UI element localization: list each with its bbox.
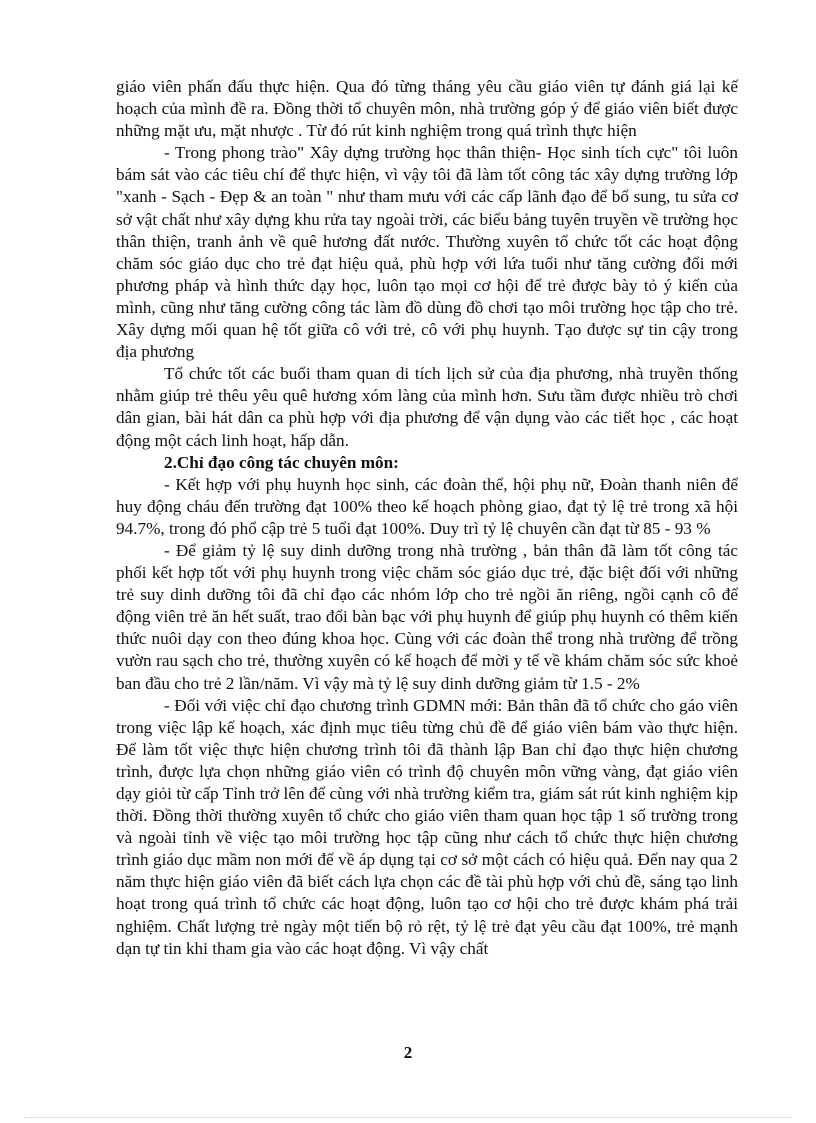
- paragraph-friendly-school: - Trong phong trào" Xây dựng trường học thân thiện- Học sinh tích cực" tôi luôn bám sát vào các tiêu chí để thực hiện, vì vậy tôi đã làm tốt công tác xây dựng trường lớp "xanh - Sạch - Đẹp & an toàn " như tham mưu với các cấp lãnh đạo để bổ sung, tu sửa cơ sở vật chất như xây dựng khu rửa tay ngoài trời, các biểu bảng tuyên truyền về trường học thân thiện, tranh ảnh về quê hương đất nước. Thường xuyên tổ chức tốt các hoạt động chăm sóc giáo dục cho trẻ đạt hiệu quả, phù hợp với lứa tuổi như tăng cường đổi mới phương pháp và hình thức dạy học, luôn tạo mọi cơ hội để trẻ được bày tỏ ý kiến của mình, cũng như tăng cường công tác làm đồ dùng đồ chơi tạo môi trường học tập cho trẻ. Xây dựng mối quan hệ tốt giữa cô với trẻ, cô với phụ huynh. Tạo được sự tin cậy trong địa phương: [116, 143, 738, 362]
- paragraph-enrollment: - Kết hợp với phụ huynh học sinh, các đoàn thể, hội phụ nữ, Đoàn thanh niên để huy động cháu đến trường đạt 100% theo kế hoạch phòng giao, đạt tỷ lệ trẻ trong xã hội 94.7%, trong đó phổ cập trẻ 5 tuổi đạt 100%. Duy trì tỷ lệ chuyên cần đạt từ 85 - 93 %: [116, 474, 738, 538]
- paragraph-field-trips: Tổ chức tốt các buổi tham quan di tích lịch sử của địa phương, nhà truyền thống nhằm giúp trẻ thêu yêu quê hương xóm làng của mình hơn. Sưu tầm được nhiều trò chơi dân gian, bài hát dân ca phù hợp với địa phương để vận dụng vào các tiết học , các hoạt động một cách linh hoạt, hấp dẫn.: [116, 364, 738, 450]
- paragraph-curriculum: - Đối với việc chỉ đạo chương trình GDMN mới: Bản thân đã tổ chức cho gáo viên trong việc lập kế hoạch, xác định mục tiêu từng chủ đề để giáo viên bám vào thực hiện. Để làm tốt việc thực hiện chương trình tôi đã thành lập Ban chỉ đạo thực hiện chương trình, được lựa chọn những giáo viên có trình độ chuyên môn vững vàng, đạt giáo viên dạy giỏi từ cấp Tỉnh trở lên để cùng với nhà trường kiểm tra, giám sát rút kinh nghiệm kịp thời. Đồng thời thường xuyên tổ chức cho giáo viên tham quan học tập 1 số trường trong và ngoài tỉnh về việc tạo môi trường học tập cũng như cách tổ chức thực hiện chương trình giáo dục mầm non mới để về áp dụng tại cơ sở một cách có hiệu quả. Đến nay qua 2 năm thực hiện giáo viên đã biết cách lựa chọn các đề tài phù hợp với chủ đề, sáng tạo linh hoạt trong quá trình tổ chức các hoạt động, luôn tạo cơ hội cho trẻ được khám phá trải nghiệm. Chất lượng trẻ ngày một tiến bộ rỏ rệt, tỷ lệ trẻ đạt yêu cầu đạt 100%, trẻ mạnh dạn tự tin khi tham gia vào các hoạt động. Vì vậy chất: [116, 695, 738, 958]
- document-body: [116, 76, 738, 960]
- page-number: 2: [403, 1043, 413, 1062]
- paragraph-malnutrition: - Để giảm tỷ lệ suy dinh dưỡng trong nhà trường , bản thân đã làm tốt công tác phối kết hợp tốt với phụ huynh trong việc chăm sóc giáo dục trẻ, đặc biệt đối với những trẻ suy dinh dưỡng tôi đã chỉ đạo các nhóm lớp cho trẻ ngồi ăn riêng, ngồi cạnh cô để động viên trẻ ăn hết suất, trao đổi bàn bạc với phụ huynh để giúp phụ huynh có thêm kiến thức nuôi dạy con theo đúng khoa học. Cùng với các đoàn thể trong nhà trường để trồng vườn rau sạch cho trẻ, thường xuyên có kế hoạch để mời y tế về khám chăm sóc sức khoẻ ban đầu cho trẻ 2 lần/năm. Vì vậy mà tỷ lệ suy dinh dưỡng giảm từ 1.5 - 2%: [116, 540, 738, 693]
- footer-divider: [24, 1117, 792, 1118]
- section-heading: 2.Chỉ đạo công tác chuyên môn:: [164, 452, 399, 472]
- paragraph-continuation: giáo viên phấn đấu thực hiện. Qua đó từng tháng yêu cầu giáo viên tự đánh giá lại kế hoạch của mình đề ra. Đồng thời tổ chuyên môn, nhà trường góp ý để giáo viên biết được những mặt ưu, mặt nhược . Từ đó rút kinh nghiệm trong quá trình thực hiện: [116, 77, 738, 141]
